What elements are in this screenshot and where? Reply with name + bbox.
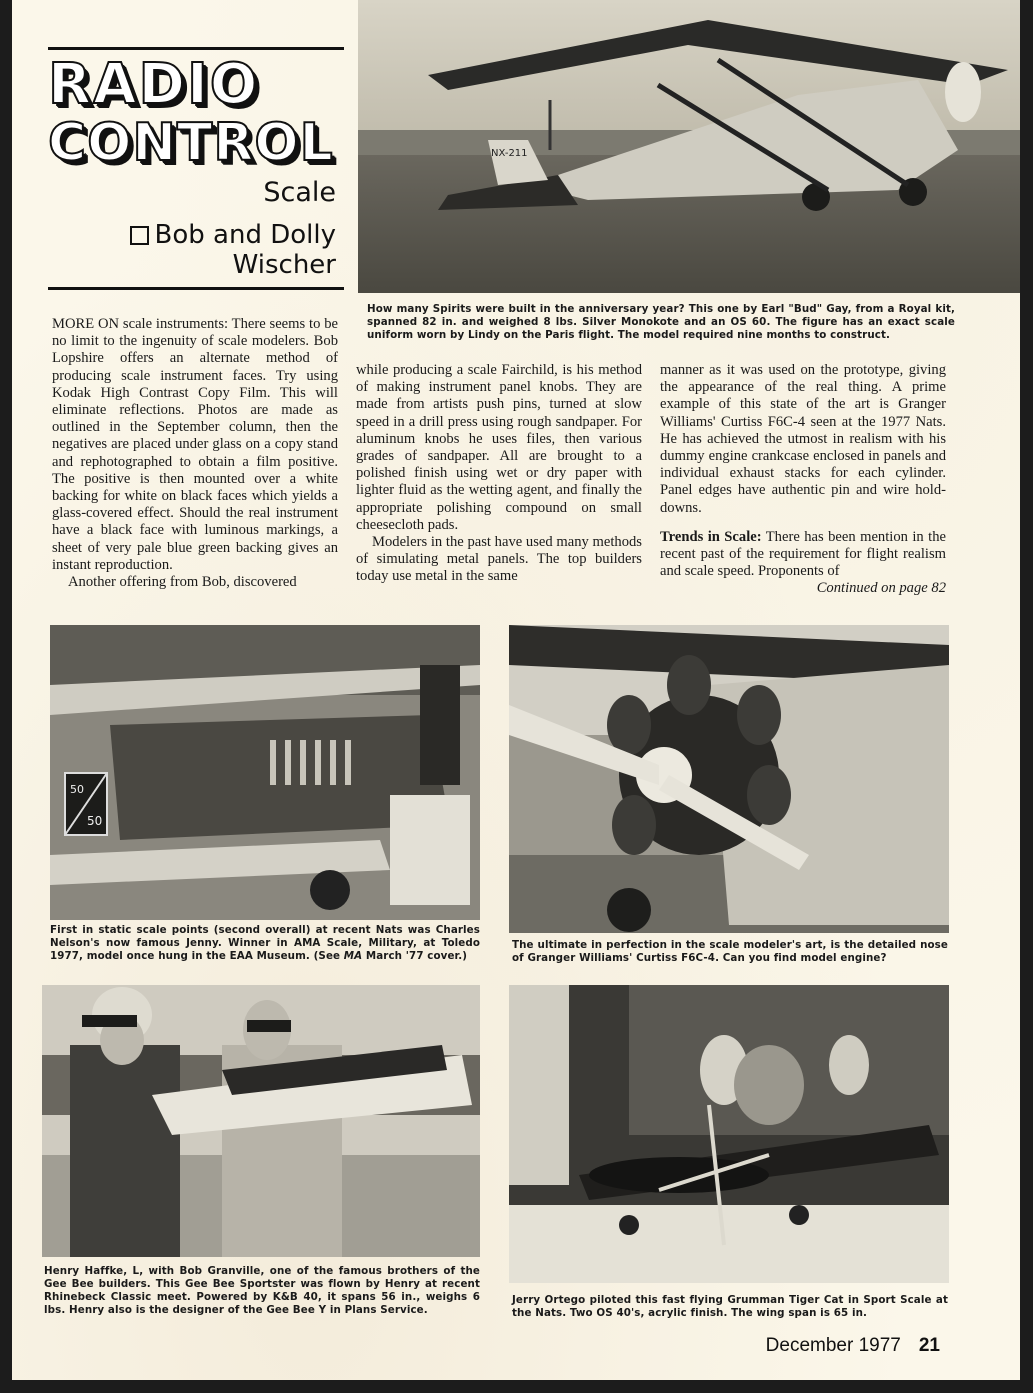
caption-spirit: How many Spirits were built in the anniversary year? This one by Earl "Bud" Gay, from a Royal kit, spanned 82 in. and weighed 8 lbs. Silver Monokote and an OS 60. The figure has an exact scale uniform worn by Lindy on the Paris flight. The model required nine months to construct.: [367, 303, 955, 341]
trends-heading: Trends in Scale:: [660, 528, 762, 545]
article-paragraph: Another offering from Bob, discovered: [68, 574, 297, 591]
byline-surname: Wischer: [232, 250, 336, 280]
article-paragraph: Modelers in the past have used many methods of simulating metal panels. The top builders today use metal in the same: [356, 534, 642, 585]
article-column-2: [356, 362, 642, 586]
title-radio: RADIO: [48, 52, 260, 117]
geebee-photo-art: [42, 985, 480, 1257]
page-number: 21: [918, 1335, 940, 1356]
caption-curtiss: The ultimate in perfection in the scale modeler's art, is the detailed nose of Granger Williams' Curtiss F6C-4. Can you find model engine?: [512, 939, 948, 964]
photo-tiger-cat: [509, 985, 949, 1283]
header-bottom-rule: [48, 287, 344, 290]
magazine-page: [12, 0, 1020, 1380]
article-paragraph: manner as it was used on the prototype, giving the appearance of the real thing. A prime example of this state of the art is Granger Williams' Curtiss F6C-4 seen at the 1977 Nats. He has achieved the utmost in realism with his dummy engine crankcase enclosed in panels and individual exhaust stacks for each cylinder. Panel edges have authentic pin and wire hold-downs.: [660, 362, 946, 516]
photo-gee-bee: [42, 985, 480, 1257]
trends-text: There has been mention in the recent past of the requirement for flight realism and scale speed. Proponents of: [660, 528, 946, 580]
panel-number-top: 50: [70, 783, 84, 796]
page-footer: [766, 1335, 940, 1357]
byline-names: Bob and Dolly: [154, 220, 336, 250]
article-paragraph-trends: [660, 529, 946, 581]
photo-curtiss-f6c4: [509, 625, 949, 933]
tigercat-photo-art: [509, 985, 949, 1283]
caption-gee-bee: Henry Haffke, L, with Bob Granville, one of the famous brothers of the Gee Bee builders. This Gee Bee Sportster was flown by Henry at recent Rhinebeck Classic meet. Powered by K&B 40, it spans 56 in., weighs 6 lbs. Henry also is the designer of the Gee Bee Y in Plans Service.: [44, 1265, 480, 1316]
column-title: [48, 52, 338, 173]
plane-registration: NX-211: [491, 148, 528, 159]
section-label: [48, 178, 336, 208]
square-bullet-icon: [130, 226, 149, 245]
continued-link[interactable]: Continued on page 82: [816, 580, 946, 597]
photo-jenny: [50, 625, 480, 920]
article-paragraph: MORE ON scale instruments: There seems to be no limit to the ingenuity of scale modelers. Bob Lopshire offers an alternate method of producing scale instrument faces. Try using Kodak High Contrast Copy Film. This will eliminate reflections. Photos are made as outlined in the September column, then the negatives are placed under glass on a copy stand and rephotographed to obtain a film positive. The positive is then mounted over a white backing for white on black faces which yields a glass-covered effect. Should the real instrument have a black face with luminous markings, a sheet of very pale blue green backing gives an instant reproduction.: [52, 316, 338, 573]
spirit-photo-art: [358, 0, 1020, 293]
caption-jenny: First in static scale points (second overall) at recent Nats was Charles Nelson's now famous Jenny. Winner in AMA Scale, Military, at Toledo 1977, model once hung in the EAA Museum. (See MA March '77 cover.): [50, 924, 480, 962]
jenny-photo-art: [50, 625, 480, 920]
header-top-rule: [48, 47, 344, 50]
byline: [48, 220, 336, 280]
curtiss-photo-art: [509, 625, 949, 933]
article-paragraph: while producing a scale Fairchild, is his method of making instrument panel knobs. They are made from artists push pins, turned at slow speed in a drill press using rough sandpaper. For aluminum knobs he uses files, then various grades of sandpaper. All are brought to a polished finish using wet or dry paper with lighter fluid as the wetting agent, and finally the appropriate polishing compound on small cheesecloth pads.: [356, 362, 642, 533]
panel-number-bottom: 50: [87, 814, 103, 828]
article-column-3: [660, 362, 946, 598]
caption-tiger-cat: Jerry Ortego piloted this fast flying Grumman Tiger Cat in Sport Scale at the Nats. Two OS 40's, acrylic finish. The wing span is 65 in.: [512, 1294, 948, 1319]
photo-spirit-of-st-louis: [358, 0, 1020, 293]
title-control: CONTROL: [48, 113, 334, 173]
issue-date: December 1977: [765, 1335, 901, 1356]
section-name: Scale: [263, 177, 336, 208]
article-column-1: [52, 316, 338, 591]
